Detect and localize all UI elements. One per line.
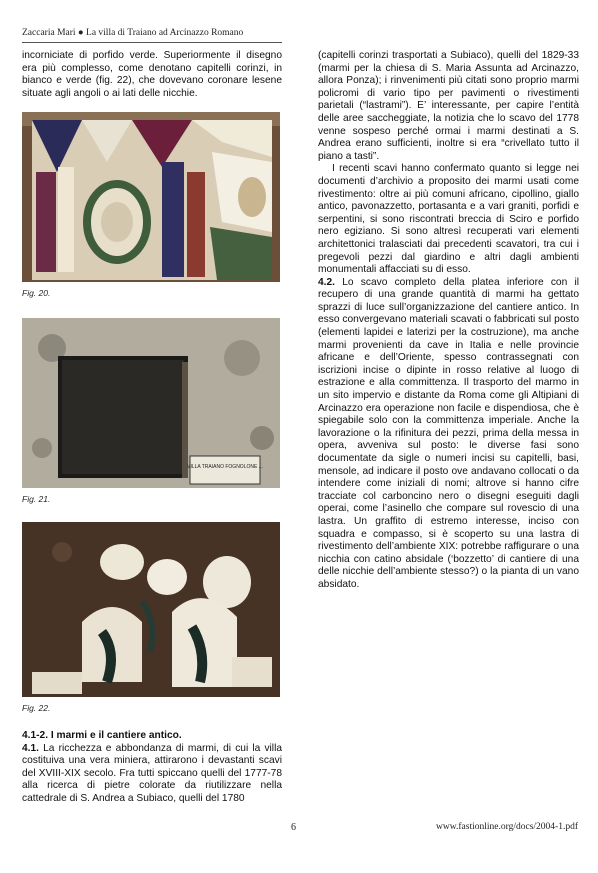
paragraph-4-2-label: 4.2. (318, 276, 335, 288)
figure-22 (22, 522, 280, 713)
figure-21-tag-text: VILLA TRAIANO FOGNOLONE ... (187, 464, 263, 470)
paragraph-4-2-text: Lo scavo completo della platea inferiore con il recupero di una grande quantità di marmi ha gettato sprazzi di luce sull’organizzazione del cantiere antico. In esso convergevano materiali scavati o fabbricati sul posto (elementi lapidei e laterizi per la costruzione), ma anche marmi provenienti da cave in Italia e nelle provincie africane e dell’Oriente, spesso contrassegnati con iscrizioni incise o dipinte in rosso relative al luogo di estrazione e alla committenza. Il trasporto del marmo in un sito impervio e distante da Roma come gli Altipiani di Arcinazzo era operazione non facile e dispendiosa, che è spiegabile solo con la committenza imperiale. Anche la lavorazione o la rifinitura dei pezzi, prima della messa in opera, avveniva sul posto: le diverse fasi sono documentate da sigle o numeri incisi su capitelli, basi, mensole, ad indicare il posto ove andavano collocati o da intendere come iniziali di nomi; altrove si hanno cifre tracciate col carboncino nero o disegni eseguiti dagli operai, come l’asinello che compare sul rovescio di una lastra. Un graffito di estremo interesse, inciso con squadra e compasso, si è scoperto su una lastra di rivestimento dell’ambiente XIX: potrebbe raffigurare o una nicchia con catino absidale (‘bozzetto’ di cantiere di una delle nicchie dell’ambiente stesso?) o la pianta di un vano absidato. (318, 276, 579, 590)
right-paragraph-2: I recenti scavi hanno confermato quanto si legge nei documenti d’archivio a proposito dei marmi usati come rivestimento: oltre ai più comuni africano, cipollino, giallo antico, pavonazzetto, portasanta e a vari graniti, porfidi e serpentini, si sono riscontrati breccia di Sciro e porfido nero egiziano. Si sono altresì recuperati vari elementi architettonici tralasciati dai precedenti scavatori, tra cui i pregevoli pezzi dal giardino e altri dagli ambienti monumentali affacciati su di esso. (318, 163, 579, 276)
right-paragraph-1: (capitelli corinzi trasportati a Subiaco), quelli del 1829-33 (marmi per la chiesa di S. Maria Assunta ad Arcinazzo, allora Ponza); i rinvenimenti più citati sono proprio marmi policromi di vario tipo per pavimenti o rivestimenti parietali (“lastrami”). E’ interessante, per capire l’entità delle aree saccheggiate, la notizia che lo scavo del 1778 venne sospeso perché ormai i marmi destinati a S. Andrea erano sufficienti, inoltre si era “crivellato tutto il piano a tasti”. (318, 50, 579, 162)
figure-20 (22, 112, 280, 298)
figure-20-photo (22, 112, 280, 282)
page-number: 6 (291, 822, 296, 833)
figure-22-caption: Fig. 22. (22, 703, 51, 713)
figure-21 (22, 318, 280, 504)
intro-paragraph: incorniciate di porfido verde. Superiormente il disegno era più complesso, come denotano capitelli corinzi, in bianco e verde (fig. 22), che dovevano coronare lesene situate agli angoli o ai lati delle nicchie. (22, 50, 282, 99)
figure-20-caption: Fig. 20. (22, 288, 51, 298)
header-rule (22, 42, 282, 43)
paragraph-4-1 (22, 743, 282, 806)
paragraph-4-1-text: La ricchezza e abbondanza di marmi, di cui la villa costituiva una vera miniera, attirarono i devastanti scavi del XVIII-XIX secolo. Fra tutti spiccano quelli del 1777-78 alla ricerca di pietre colorate da riutilizzare nella cattedrale di S. Andrea a Subiaco, quelli del 1780 (22, 742, 282, 804)
figure-21-caption: Fig. 21. (22, 494, 51, 504)
running-header: Zaccaria Mari ● La villa di Traiano ad Arcinazzo Romano (22, 28, 244, 38)
right-paragraph-3 (318, 277, 579, 592)
figure-22-photo (22, 522, 280, 697)
figure-21-photo (22, 318, 280, 488)
paragraph-4-1-label: 4.1. (22, 742, 39, 754)
section-heading: 4.1-2. I marmi e il cantiere antico. (22, 730, 182, 741)
right-column (318, 50, 579, 592)
left-column-section (22, 730, 282, 806)
left-column-intro (22, 50, 282, 100)
footer-url: www.fastionline.org/docs/2004-1.pdf (436, 822, 578, 832)
